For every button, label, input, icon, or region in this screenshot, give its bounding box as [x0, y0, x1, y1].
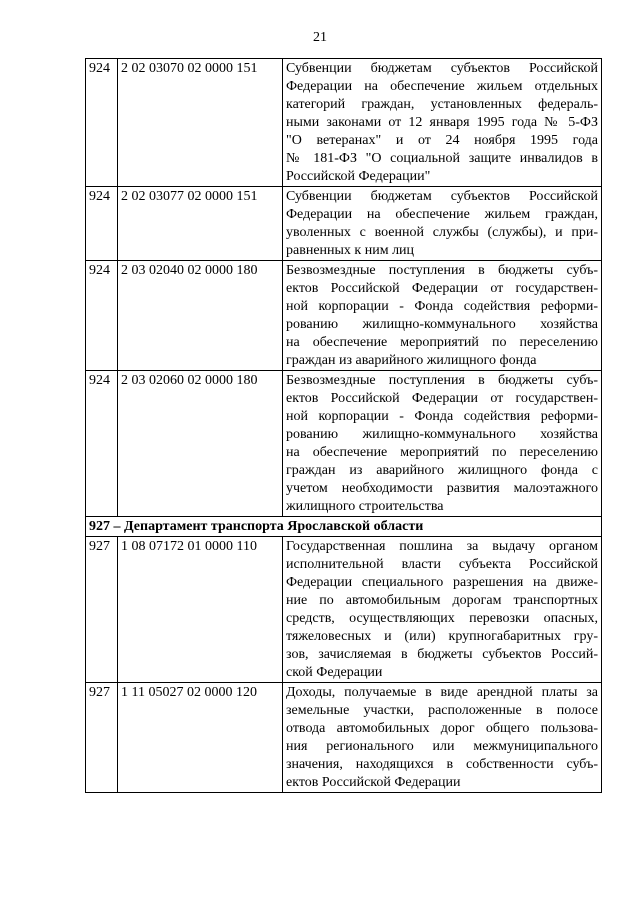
table-row [86, 261, 602, 371]
description-line: равненных к ним лиц [286, 243, 415, 258]
revenue-code-cell: 2 03 02060 02 0000 180 [118, 371, 283, 517]
admin-code-cell: 924 [86, 59, 118, 187]
description-line: граждан из аварийного жилищного фонда с [286, 463, 598, 478]
description-line: уволенных с военной службы (службы), и при- [286, 225, 598, 240]
section-title: 927 – Департамент транспорта Ярославской области [86, 517, 602, 537]
description-line: на обеспечение мероприятий по переселению [286, 335, 598, 350]
description-line: ния регионального или межмуниципального [286, 739, 598, 754]
description-cell [283, 187, 602, 261]
description-line: категорий граждан, установленных федераль- [286, 97, 598, 112]
description-line: Федерации на обеспечение жильем граждан, [286, 207, 598, 222]
table-row [86, 187, 602, 261]
description-line: отвода автомобильных дорог общего пользова- [286, 721, 598, 736]
description-line: ектов Российской Федерации от государствен- [286, 281, 598, 296]
description-line: № 181-ФЗ "О социальной защите инвалидов в [286, 151, 598, 166]
revenue-code-cell: 2 02 03077 02 0000 151 [118, 187, 283, 261]
admin-code-cell: 924 [86, 261, 118, 371]
revenue-code-cell: 2 02 03070 02 0000 151 [118, 59, 283, 187]
description-line: средств, осуществляющих перевозки опасных, [286, 611, 598, 626]
description-line: ной корпорации - Фонда содействия реформи- [286, 299, 598, 314]
description-line: Доходы, получаемые в виде арендной платы за [286, 685, 598, 700]
description-line: Безвозмездные поступления в бюджеты субъ- [286, 373, 598, 388]
description-line: ной корпорации - Фонда содействия реформи- [286, 409, 598, 424]
admin-code-cell: 924 [86, 371, 118, 517]
description-line: значения, находящихся в собственности субъ- [286, 757, 598, 772]
revenue-code-cell: 1 11 05027 02 0000 120 [118, 683, 283, 793]
revenue-code-cell: 2 03 02040 02 0000 180 [118, 261, 283, 371]
description-line: граждан из аварийного жилищного фонда [286, 353, 537, 368]
description-line: Федерации специального разрешения на движе- [286, 575, 598, 590]
description-line: ние по автомобильным дорогам транспортных [286, 593, 598, 608]
table-row [86, 683, 602, 793]
description-line: ными законами от 12 января 1995 года № 5-ФЗ [286, 115, 598, 130]
description-line: жилищного строительства [286, 499, 444, 514]
page-number: 21 [313, 30, 327, 45]
section-header-row [86, 517, 602, 537]
description-cell [283, 683, 602, 793]
description-line: "О ветеранах" и от 24 ноября 1995 года [286, 133, 598, 148]
description-cell [283, 261, 602, 371]
description-line: на обеспечение мероприятий по переселению [286, 445, 598, 460]
table-row [86, 537, 602, 683]
description-line: Государственная пошлина за выдачу органом [286, 539, 598, 554]
budget-codes-table [85, 58, 602, 793]
description-line: Безвозмездные поступления в бюджеты субъ- [286, 263, 598, 278]
description-line: рованию жилищно-коммунального хозяйства [286, 317, 598, 332]
description-line: зов, зачисляемая в бюджеты субъектов Россий- [286, 647, 598, 662]
description-line: тяжеловесных и (или) крупногабаритных гру- [286, 629, 598, 644]
description-line: учетом необходимости развития малоэтажного [286, 481, 598, 496]
description-line: Субвенции бюджетам субъектов Российской [286, 189, 598, 204]
description-line: ской Федерации [286, 665, 383, 680]
description-line: исполнительной власти субъекта Российской [286, 557, 598, 572]
description-line: Субвенции бюджетам субъектов Российской [286, 61, 598, 76]
description-line: ектов Российской Федерации [286, 775, 461, 790]
admin-code-cell: 927 [86, 683, 118, 793]
description-line: рованию жилищно-коммунального хозяйства [286, 427, 598, 442]
revenue-code-cell: 1 08 07172 01 0000 110 [118, 537, 283, 683]
table-row [86, 371, 602, 517]
description-cell [283, 59, 602, 187]
description-cell [283, 371, 602, 517]
description-line: Федерации на обеспечение жильем отдельных [286, 79, 598, 94]
description-line: земельные участки, расположенные в полосе [286, 703, 598, 718]
table-row [86, 59, 602, 187]
admin-code-cell: 924 [86, 187, 118, 261]
description-line: ектов Российской Федерации от государствен- [286, 391, 598, 406]
description-line: Российской Федерации" [286, 169, 431, 184]
admin-code-cell: 927 [86, 537, 118, 683]
description-cell [283, 537, 602, 683]
